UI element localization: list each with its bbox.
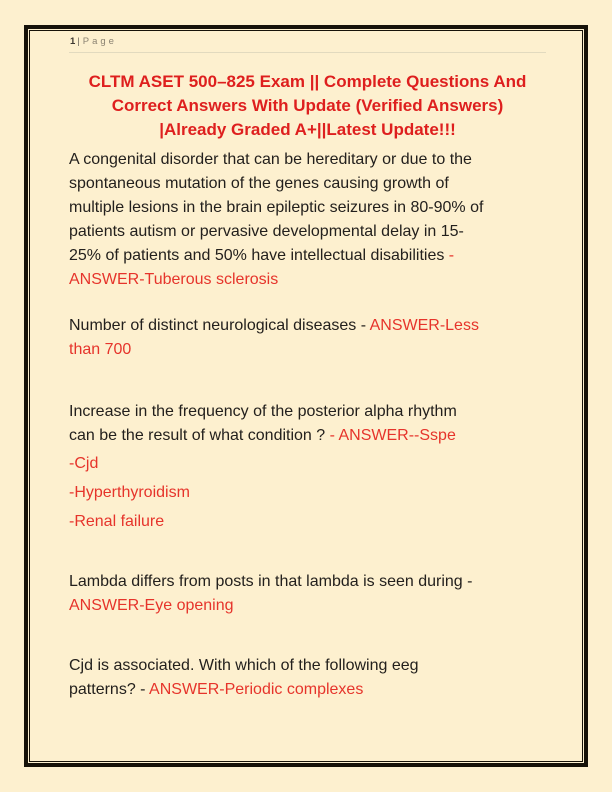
answer-text: ANSWER-Less — [369, 317, 479, 334]
page-border-inner — [29, 30, 583, 762]
page-border-frame — [24, 25, 588, 767]
question-text: Increase in the frequency of the posterior alpha rhythm — [69, 403, 457, 420]
qa-block-2 — [69, 314, 546, 362]
answer-text: ANSWER-Periodic complexes — [149, 681, 364, 698]
title-line: CLTM ASET 500–825 Exam || Complete Questions And — [88, 72, 527, 91]
title-line: Correct Answers With Update (Verified Answers) — [111, 96, 504, 115]
question-text: patients autism or pervasive developmental delay in 15- — [69, 223, 464, 240]
question-text: Cjd is associated. With which of the following eeg — [69, 657, 419, 674]
title-line: |Already Graded A+||Latest Update!!! — [159, 120, 456, 139]
page-number: 1 — [70, 36, 77, 47]
qa-block-5 — [69, 654, 546, 702]
question-text: multiple lesions in the brain epileptic seizures in 80-90% of — [69, 199, 484, 216]
qa-block-1 — [69, 148, 546, 292]
question-text: Lambda differs from posts in that lambda is seen during - — [69, 573, 473, 590]
document-title — [69, 70, 546, 142]
qa-block-3 — [69, 400, 546, 448]
header-divider: | — [77, 36, 80, 47]
answer-text: - — [444, 247, 455, 264]
option-text: -Cjd — [69, 455, 99, 472]
question-text: spontaneous mutation of the genes causing growth of — [69, 175, 449, 192]
page-content — [30, 31, 582, 761]
answer-text: than 700 — [69, 341, 132, 358]
question-text: A congenital disorder that can be hereditary or due to the — [69, 151, 472, 168]
answer-text: - ANSWER--Sspe — [329, 427, 456, 444]
answer-text: ANSWER-Tuberous sclerosis — [69, 271, 279, 288]
qa-block-4 — [69, 570, 546, 618]
question-text: Number of distinct neurological diseases - ANSWER-Less — [69, 317, 479, 334]
question-text: can be the result of what condition ? - ANSWER--Sspe — [69, 427, 456, 444]
answer-text: ANSWER-Eye opening — [69, 597, 234, 614]
question-text: patterns? - ANSWER-Periodic complexes — [69, 681, 364, 698]
header-page-label: Page — [82, 36, 117, 47]
question-text: 25% of patients and 50% have intellectual disabilities - — [69, 247, 455, 264]
option-text: -Hyperthyroidism — [69, 484, 190, 501]
option-text: -Renal failure — [69, 513, 165, 530]
qa-body — [69, 148, 546, 702]
page-header — [69, 35, 546, 53]
